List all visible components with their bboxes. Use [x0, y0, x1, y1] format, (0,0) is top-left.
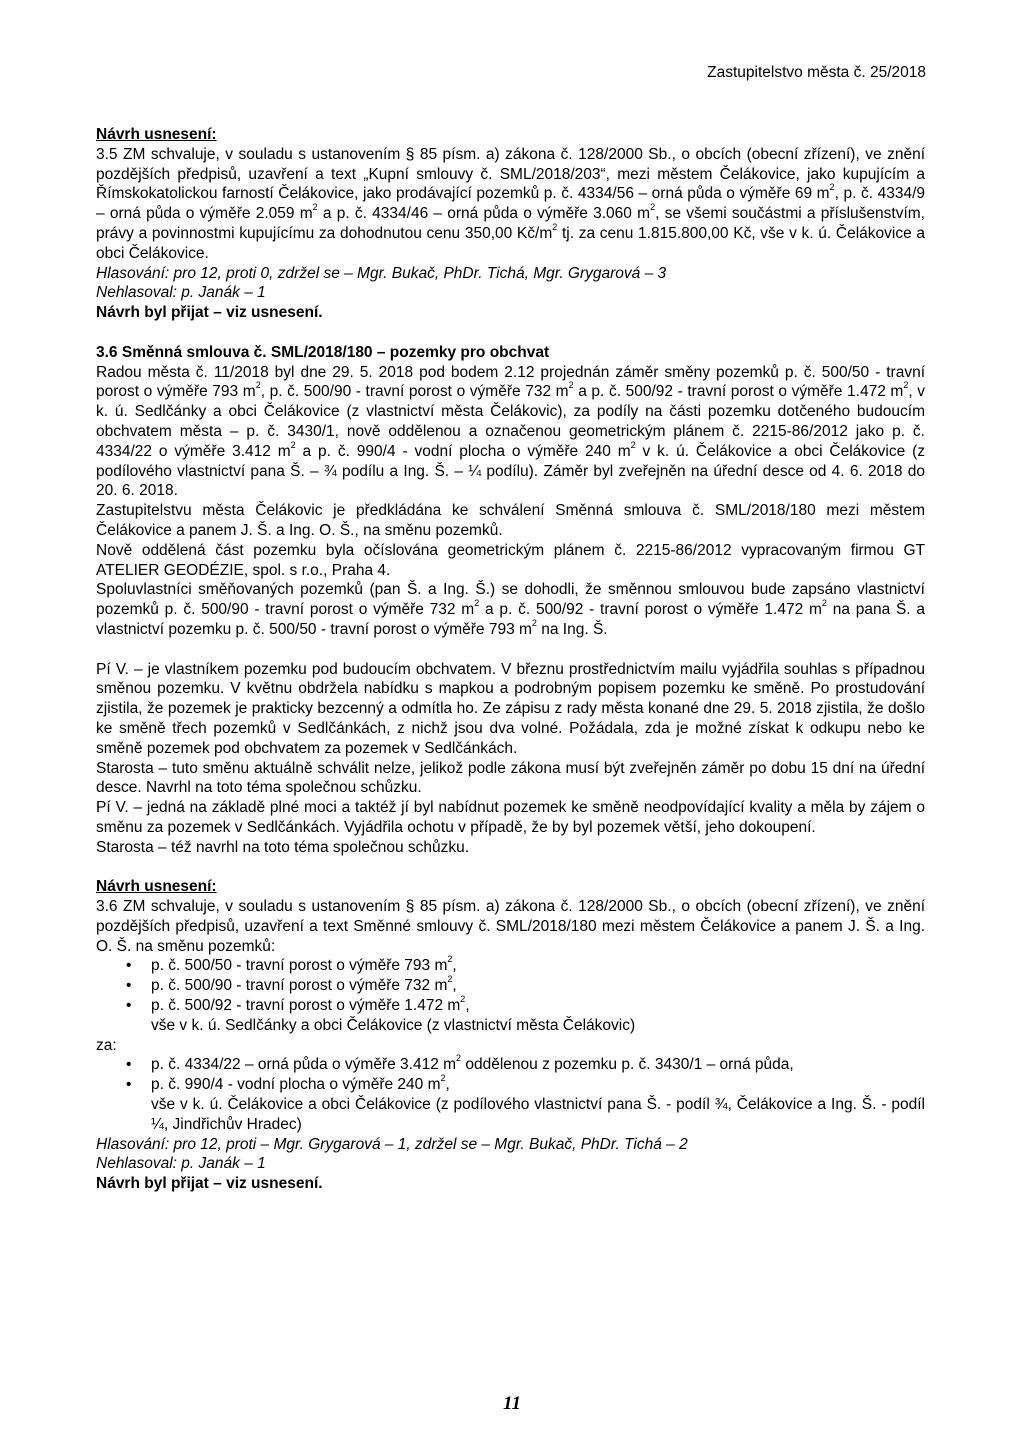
section-paragraph: Nově oddělená část pozemku byla očíslována geometrickým plánem č. 2215-86/2012 vypracovaným firmou GT ATELIER GEODÉZIE, spol. s r.o., Praha 4.	[96, 541, 925, 579]
bullet-icon: •	[126, 997, 132, 1015]
abstain-line: Nehlasoval: p. Janák – 1	[96, 1155, 266, 1173]
resolution-text: 3.5 ZM schvaluje, v souladu s ustanovením § 85 písm. a) zákona č. 128/2000 Sb., o obcích (obecní zřízení), ve znění pozdějších předpisů, uzavření a text „Kupní smlouvy č. SML/2018/203“, mezi městem Čelákovice, jako kupujícím a Římskokatolickou farností Čelákovice, jako prodávající pozemků p. č. 4334/56 – orná půda o výměře 69 $m^2$, p. č. 4334/9 – orná půda o výměře 2.059 $m^2$ a p. č. 4334/46 – orná půda o výměře 3.060 $m^2$, se všemi součástmi a příslušenstvím, právy a povinnostmi kupujícímu za dohodnutou cenu 350,00 $Kč/m^2$ tj. za cenu 1.815.800,00 Kč, vše v k. ú. Čelákovice a obci Čelákovice.	[96, 145, 926, 262]
discussion-paragraph: Starosta – též navrhl na toto téma společnou schůzku.	[96, 838, 470, 856]
list-item: • p. č. 500/50 - travní porost o výměře 793 $m^2$,	[96, 956, 925, 976]
list-item: • p. č. 4334/22 – orná půda o výměře 3.412 $m^2$ oddělenou z pozemku p. č. 3430/1 – orná půda,	[96, 1055, 925, 1075]
resolution-heading: Návrh usnesení:	[96, 126, 217, 143]
section-paragraph: Radou města č. 11/2018 byl dne 29. 5. 2018 pod bodem 2.12 projednán záměr směny pozemků p. č. 500/50 - travní porost o výměře 793 $m^2$, p. č. 500/90 - travní porost o výměře 732 $m^2$ a p. č. 500/92 - travní porost o výměře 1.472 $m^2$, v k. ú. Sedlčánky a obci Čelákovice (z vlastnictví města Čelákovic), za podíly na části pozemku dotčeného budoucím obchvatem města – p. č. 3430/1, nově oddělenou a označenou geometrickým plánem č. 2215-86/2012 jako p. č. 4334/22 o výměře 3.412 $m^2$ a p. č. 990/4 - vodní plocha o výměře 240 $m^2$ v k. ú. Čelákovice a obci Čelákovice (z podílového vlastnictví pana Š. – ¾ podílu a Ing. Š. – ¼ podílu). Záměr byl zveřejněn na úřední desce od 4. 6. 2018 do 20. 6. 2018.	[96, 363, 926, 500]
resolution-heading: Návrh usnesení:	[96, 878, 217, 896]
page-content	[96, 125, 925, 1194]
discussion-paragraph: Starosta – tuto směnu aktuálně schválit nelze, jelikož podle zákona musí být zveřejněn záměr po dobu 15 dní na úřední desce. Navrhl na toto téma společnou schůzku.	[96, 759, 925, 797]
abstain-line: Nehlasoval: p. Janák – 1	[96, 284, 266, 302]
bullet-icon: •	[126, 1056, 132, 1074]
discussion-paragraph: Pí V. – je vlastníkem pozemku pod budoucím obchvatem. V březnu prostřednictvím mailu vyjádřila souhlas s případnou směnou pozemku. V květnu obdržela nabídku s mapkou a podrobným popisem pozemku ke směně. Po prostudování zjistila, že pozemek je prakticky bezcenný a odmítla ho. Ze zápisu z rady města konané dne 29. 5. 2018 zjistila, že došlo ke směně třech pozemků v Sedlčánkách, z nichž jsou dva volné. Požádala, zda je možné získat k odkupu nebo ke směně pozemek pod obchvatem za pozemek v Sedlčánkách.	[96, 660, 925, 757]
vote-line: Hlasování: pro 12, proti 0, zdržel se – Mgr. Bukač, PhDr. Tichá, Mgr. Grygarová – 3	[96, 264, 667, 282]
section-paragraph: Spoluvlastníci směňovaných pozemků (pan Š. a Ing. Š.) se dohodli, že směnnou smlouvou bude zapsáno vlastnictví pozemků p. č. 500/90 - travní porost o výměře 732 $m^2$ a p. č. 500/92 - travní porost o výměře 1.472 $m^2$ na pana Š. a vlastnictví pozemku p. č. 500/50 - travní porost o výměře 793 $m^2$ na Ing. Š.	[96, 581, 925, 638]
page-number: 11	[503, 1393, 521, 1414]
list-item: • p. č. 500/92 - travní porost o výměře 1.472 $m^2$,	[96, 996, 925, 1016]
list-continuation: vše v k. ú. Sedlčánky a obci Čelákovice (z vlastnictví města Čelákovic)	[151, 1016, 636, 1034]
result-line: Návrh byl přijat – viz usnesení.	[96, 304, 323, 322]
list-item: • p. č. 500/90 - travní porost o výměře 732 $m^2$,	[96, 976, 925, 996]
bullet-icon: •	[126, 957, 132, 975]
bullet-icon: •	[126, 1076, 132, 1094]
bullet-icon: •	[126, 977, 132, 995]
resolution-text: 3.6 ZM schvaluje, v souladu s ustanovením § 85 písm. a) zákona č. 128/2000 Sb., o obcích (obecní zřízení), ve znění pozdějších předpisů, uzavření a text Směnné smlouvy č. SML/2018/180 mezi městem Čelákovice a panem J. Š. a Ing. O. Š. na směnu pozemků:	[96, 898, 925, 955]
discussion-paragraph: Pí V. – jedná na základě plné moci a taktéž jí byl nabídnut pozemek ke směně neodpovídající kvality a měla by zájem o směnu za pozemek v Sedlčánkách. Vyjádřila ochotu v případě, že by byl pozemek větší, jeho dokoupení.	[96, 799, 925, 836]
page-header: Zastupitelstvo města č. 25/2018	[707, 64, 926, 81]
vote-line: Hlasování: pro 12, proti – Mgr. Grygarová – 1, zdržel se – Mgr. Bukač, PhDr. Tichá – 2	[96, 1135, 688, 1153]
section-paragraph: Zastupitelstvu města Čelákovic je předkládána ke schválení Směnná smlouva č. SML/2018/180 mezi městem Čelákovice a panem J. Š. a Ing. O. Š., na směnu pozemků.	[96, 502, 925, 539]
list-item: • p. č. 990/4 - vodní plocha o výměře 240 $m^2$, vše v k. ú. Čelákovice a obci Čelákovice (z podílového vlastnictví pana Š. - podíl ¾, Čelákovice a Ing. Š. - podíl ¼, Jindřichův Hradec)	[96, 1075, 925, 1134]
list-separator: za:	[96, 1036, 117, 1054]
result-line: Návrh byl přijat – viz usnesení.	[96, 1175, 323, 1193]
section-heading: 3.6 Směnná smlouva č. SML/2018/180 – pozemky pro obchvat	[96, 343, 550, 361]
